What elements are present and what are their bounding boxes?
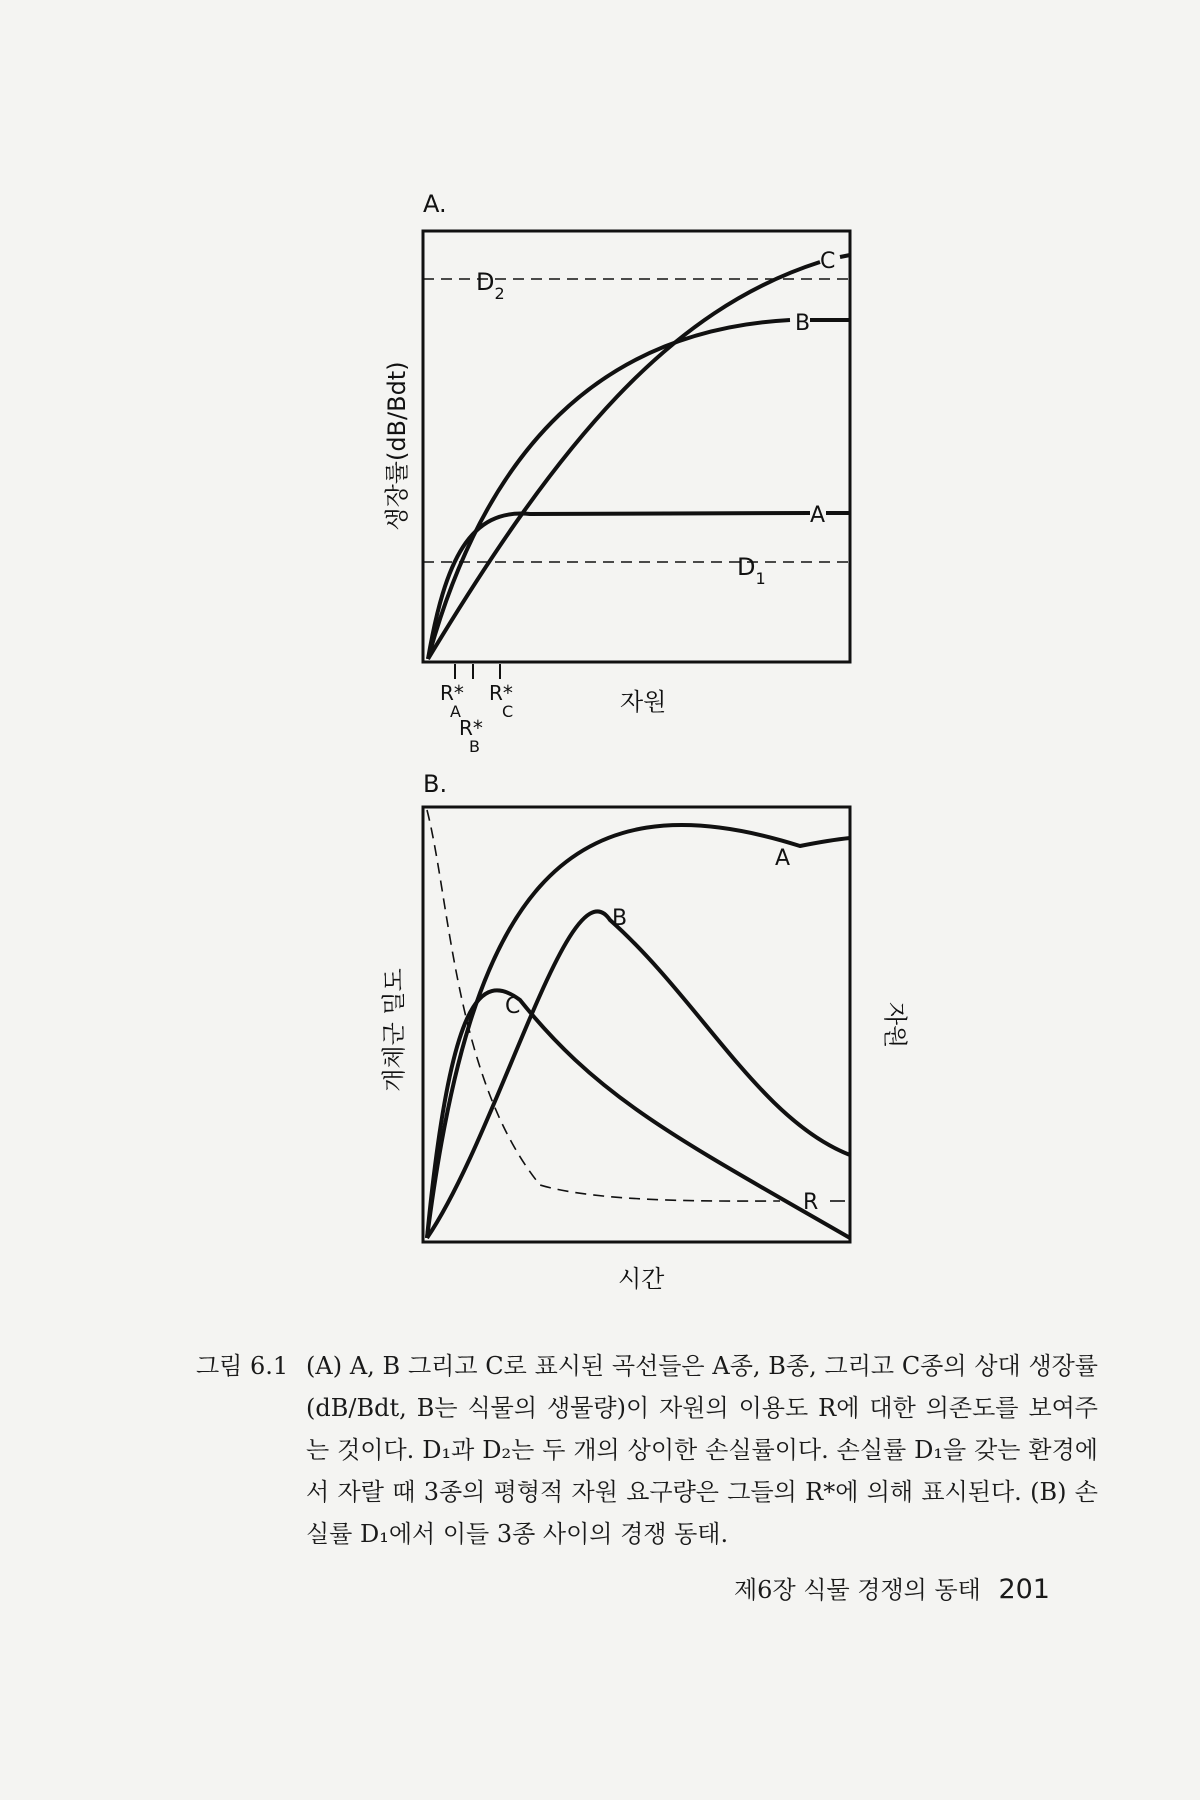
rstar-b-sub: B (469, 737, 480, 756)
panel-b-xlabel: 시간 (618, 1265, 665, 1293)
panel-b-ylabel-right: 자원 (881, 1001, 909, 1049)
curve-b-density (427, 911, 850, 1238)
caption-text: (A) A, B 그리고 C로 표시된 곡선들은 A종, B종, 그리고 C종의 상대 생장률(dB/Bdt, B는 식물의 생물량)이 자원의 이용도 R에 대한 의존도를 보여주는 것이다. D₁과 D₂는 두 개의 상이한 손실률이다. 손실률 D₁을 갖는 환경에서 자랄 때 3종의 평형적 자원 요구량은 그들의 R*에 의해 표시된다. (B) 손실률 D₁에서 이들 3종 사이의 경쟁 동태. (306, 1352, 1098, 1548)
panel-b (380, 770, 909, 1293)
curve-b-density-label: B (612, 906, 628, 931)
panel-a-xlabel: 자원 (620, 688, 667, 716)
rstar-c-label: R* (489, 681, 513, 705)
curve-b-growth (428, 320, 790, 659)
rstar-c-sub: C (502, 702, 514, 721)
curve-a-label: A (810, 503, 826, 528)
curve-a-density-label: A (775, 846, 791, 871)
page-footer (734, 1570, 1050, 1605)
panel-b-frame (423, 807, 850, 1242)
page-number: 201 (998, 1574, 1050, 1605)
rstar-a-sub: A (450, 702, 461, 721)
panel-a (383, 190, 850, 756)
curve-a-growth (428, 513, 810, 659)
curve-c-tail (840, 255, 850, 257)
caption-label: 그림 6.1 (196, 1352, 289, 1380)
panel-b-ylabel-left: 개체군 밀도 (380, 968, 408, 1092)
panel-b-label: B. (423, 770, 448, 798)
d2-label: $D_2$ (476, 268, 505, 303)
resource-curve-r (427, 810, 780, 1201)
panel-a-ylabel: 생장률(dB/Bdt) (383, 361, 411, 531)
chapter-title: 제6장 식물 경쟁의 동태 (734, 1576, 981, 1604)
rstar-a-label: R* (440, 681, 464, 705)
resource-curve-label: R (803, 1190, 819, 1215)
d1-label: $D_1$ (737, 553, 766, 588)
rstar-b-label: R* (459, 716, 483, 740)
curve-a-density (427, 825, 850, 1238)
curve-b-label: B (795, 311, 811, 336)
panel-a-label: A. (423, 190, 447, 218)
curve-c-label: C (820, 249, 836, 274)
curve-c-density-label: C (505, 994, 521, 1019)
